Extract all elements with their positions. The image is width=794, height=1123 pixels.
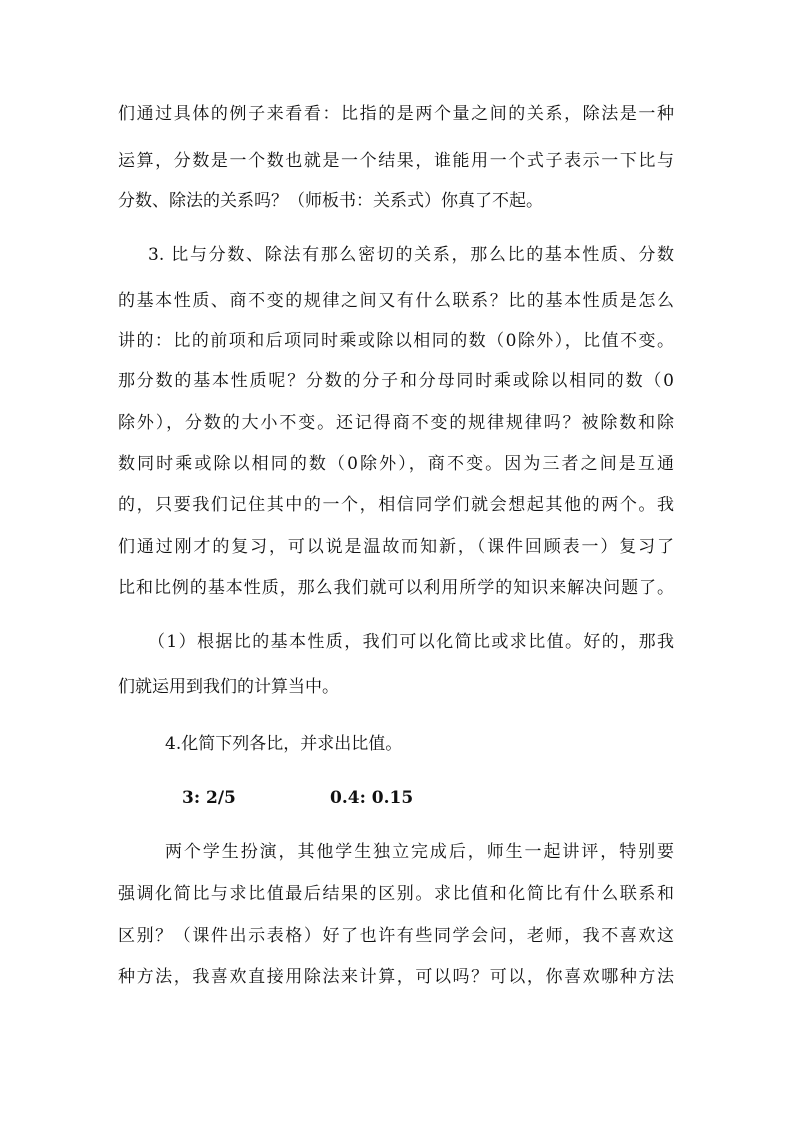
text-line: 讲的：比的前项和后项同时乘或除以相同的数（0除外），比值不变。 xyxy=(118,331,674,351)
text-line: 的基本性质、商不变的规律之间又有什么联系？比的基本性质是怎么 xyxy=(118,291,674,311)
text-line: 数同时乘或除以相同的数（0除外），商不变。因为三者之间是互通 xyxy=(118,454,674,474)
text-line: 运算，分数是一个数也就是一个结果，谁能用一个式子表示一下比与 xyxy=(118,151,674,171)
text-line: 强调化简比与求比值最后结果的区别。求比值和化简比有什么联系和 xyxy=(118,884,674,904)
paragraph-last-first-line: 两个学生扮演，其他学生独立完成后，师生一起讲评，特别要 xyxy=(165,842,674,862)
text-line: 们通过刚才的复习，可以说是温故而知新，（课件回顾表一）复习了 xyxy=(118,537,674,557)
text-line: 区别？（课件出示表格）好了也许有些同学会问，老师，我不喜欢这 xyxy=(118,926,674,946)
text-line: 除外），分数的大小不变。还记得商不变的规律规律吗？被除数和除 xyxy=(118,413,674,433)
text-line: 比和比例的基本性质，那么我们就可以利用所学的知识来解决问题了。 xyxy=(118,578,674,598)
text-line: 们通过具体的例子来看看：比指的是两个量之间的关系，除法是一种 xyxy=(118,104,674,124)
exercise-ratio-2: 0.4: 0.15 xyxy=(330,788,414,808)
text-line: 种方法，我喜欢直接用除法来计算，可以吗？可以，你喜欢哪种方法 xyxy=(118,967,674,987)
paragraph-3-first-line: 3. 比与分数、除法有那么密切的关系，那么比的基本性质、分数 xyxy=(148,245,674,265)
exercise-heading: 4.化简下列各比，并求出比值。 xyxy=(165,734,403,754)
paragraph-1-first-line: （1）根据比的基本性质，我们可以化简比或求比值。好的，那我 xyxy=(148,632,674,652)
exercise-ratio-1: 3: 2/5 xyxy=(182,788,236,808)
text-line: 的，只要我们记住其中的一个，相信同学们就会想起其他的两个。我 xyxy=(118,495,674,515)
text-line: 那分数的基本性质呢？分数的分子和分母同时乘或除以相同的数（0 xyxy=(118,371,674,391)
text-line: 分数、除法的关系吗？（师板书：关系式）你真了不起。 xyxy=(118,191,543,211)
text-line: 们就运用到我们的计算当中。 xyxy=(118,677,339,697)
